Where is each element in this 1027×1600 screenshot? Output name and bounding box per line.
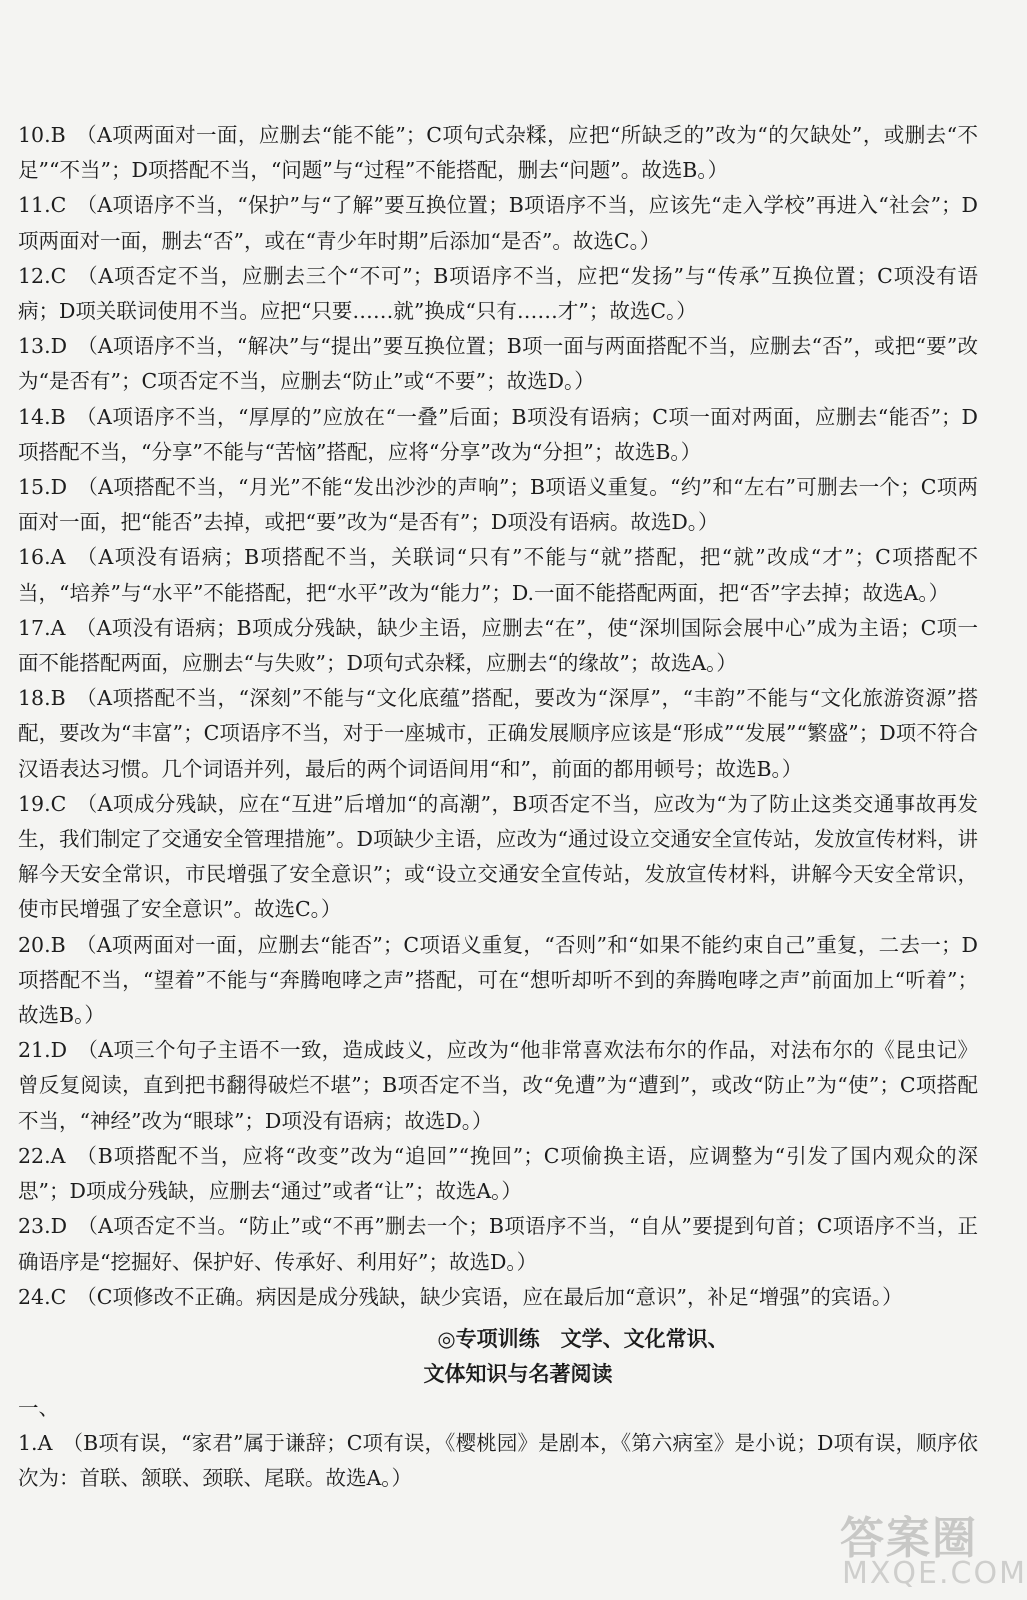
answer-number: 18.B bbox=[18, 686, 66, 711]
answer-item bbox=[18, 928, 978, 1034]
answer-number: 19.C bbox=[18, 791, 67, 816]
answer-explanation: （A项语序不当，“保护”与“了解”要互换位置；B项语序不当，应该先“走入学校”再进入“社会”；D项两面对一面，删去“否”，或在“青少年时期”后添加“是否”。故选C。） bbox=[18, 193, 978, 253]
answer-number: 10.B bbox=[18, 123, 66, 147]
answer-number: 14.B bbox=[18, 404, 66, 429]
watermark-logo bbox=[832, 1502, 1027, 1592]
answer-item bbox=[18, 1139, 978, 1209]
answer-item bbox=[18, 681, 978, 787]
answer-list bbox=[18, 118, 978, 1315]
answer-explanation: （A项搭配不当，“深刻”不能与“文化底蕴”搭配，要改为“深厚”，“丰韵”不能与“文化旅游资源”搭配，要改为“丰富”；C项语序不当，对于一座城市，正确发展顺序应该是“形成”“发展”“繁盛”；D项不符合汉语表达习惯。几个词语并列，最后的两个词语间用“和”，前面的都用顿号；故选B。） bbox=[18, 686, 978, 781]
answer-item bbox=[18, 540, 978, 610]
answer-explanation: （A项语序不当，“厚厚的”应放在“一叠”后面；B项没有语病；C项一面对两面，应删去“能否”；D项搭配不当，“分享”不能与“苦恼”搭配，应将“分享”改为“分担”；故选B。） bbox=[18, 404, 978, 464]
answer-item bbox=[18, 1033, 978, 1139]
answer-explanation: （A项否定不当。“防止”或“不再”删去一个；B项语序不当，“自从”要提到句首；C项语序不当，正确语序是“挖掘好、保护好、传承好、利用好”；故选D。） bbox=[18, 1214, 978, 1274]
answer-number: 11.C bbox=[18, 193, 67, 218]
answer-number: 22.A bbox=[18, 1143, 66, 1168]
answer-explanation: （A项两面对一面，应删去“能不能”；C项句式杂糅，应把“所缺乏的”改为“的欠缺处”，或删去“不足”“不当”；D项搭配不当，“问题”与“过程”不能搭配，删去“问题”。故选B。） bbox=[18, 123, 978, 183]
answer-explanation: （A项没有语病；B项搭配不当，关联词“只有”不能与“就”搭配，把“就”改成“才”；C项搭配不当，“培养”与“水平”不能搭配，把“水平”改为“能力”；D.一面不能搭配两面，把“否”字去掉；故选A。） bbox=[18, 545, 978, 605]
answer-number: 17.A bbox=[18, 615, 66, 640]
answer-number: 20.B bbox=[18, 932, 66, 957]
section-label: 一、 bbox=[18, 1395, 59, 1420]
watermark-text-top: 答案圈 bbox=[840, 1513, 978, 1564]
answer-item bbox=[18, 329, 978, 399]
answer-number: 24.C bbox=[18, 1284, 67, 1309]
answer-page bbox=[18, 118, 978, 1496]
answer-explanation: （B项搭配不当，应将“改变”改为“追回”“挽回”；C项偷换主语，应调整为“引发了国内观众的深思”；D项成分残缺，应删去“通过”或者“让”；故选A。） bbox=[18, 1143, 978, 1204]
answer-explanation: （C项修改不正确。病因是成分残缺，缺少宾语，应在最后加“意识”，补足“增强”的宾语。） bbox=[76, 1284, 903, 1309]
section-heading-line1: ◎专项训练 文学、文化常识、 bbox=[437, 1325, 729, 1351]
answer-explanation: （A项搭配不当，“月光”不能“发出沙沙的声响”；B项语义重复。“约”和“左右”可删去一个；C项两面对一面，把“能否”去掉，或把“要”改为“是否有”；D项没有语病。故选D。） bbox=[18, 475, 978, 535]
answer-number: 12.C bbox=[18, 263, 67, 288]
answer-item bbox=[18, 400, 978, 470]
answer-item bbox=[18, 259, 978, 329]
answer-number: 1.A bbox=[18, 1430, 53, 1455]
answer-item bbox=[18, 787, 978, 928]
answer-number: 13.D bbox=[18, 334, 68, 359]
answer-item-final bbox=[18, 1426, 978, 1496]
answer-number: 16.A bbox=[18, 545, 66, 570]
answer-number: 21.D bbox=[18, 1038, 68, 1063]
section-heading bbox=[18, 1321, 978, 1391]
answer-explanation: （A项三个句子主语不一致，造成歧义，应改为“他非常喜欢法布尔的作品，对法布尔的《昆虫记》曾反复阅读，直到把书翻得破烂不堪”；B项否定不当，改“免遭”为“遭到”，或改“防止”为“使”；C项搭配不当，“神经”改为“眼球”；D项没有语病；故选D。） bbox=[18, 1038, 978, 1133]
answer-explanation: （A项没有语病；B项成分残缺，缺少主语，应删去“在”，使“深圳国际会展中心”成为主语；C项一面不能搭配两面，应删去“与失败”；D项句式杂糅，应删去“的缘故”；故选A。） bbox=[18, 615, 978, 676]
answer-number: 23.D bbox=[18, 1214, 68, 1239]
watermark-text-bottom: MXQE.COM bbox=[842, 1556, 1027, 1591]
answer-item bbox=[18, 118, 978, 188]
answer-explanation: （A项两面对一面，应删去“能否”；C项语义重复，“否则”和“如果不能约束自己”重复，二去一；D项搭配不当，“望着”不能与“奔腾咆哮之声”搭配，可在“想听却听不到的奔腾咆哮之声”前面加上“听着”；故选B。） bbox=[18, 932, 978, 1028]
answer-item bbox=[18, 1280, 978, 1315]
section-heading-line2: 文体知识与名著阅读 bbox=[423, 1360, 613, 1386]
answer-explanation: （A项否定不当，应删去三个“不可”；B项语序不当，应把“发扬”与“传承”互换位置；C项没有语病；D项关联词使用不当。应把“只要……就”换成“只有……才”；故选C。） bbox=[18, 263, 978, 324]
answer-item bbox=[18, 1209, 978, 1279]
answer-explanation: （B项有误，“家君”属于谦辞；C项有误，《樱桃园》是剧本，《第六病室》是小说；D项有误，顺序依次为：首联、颔联、颈联、尾联。故选A。） bbox=[18, 1430, 978, 1491]
answer-item bbox=[18, 611, 978, 681]
answer-item bbox=[18, 470, 978, 540]
answer-explanation: （A项语序不当，“解决”与“提出”要互换位置；B项一面与两面搭配不当，应删去“否”，或把“要”改为“是否有”；C项否定不当，应删去“防止”或“不要”；故选D。） bbox=[18, 334, 978, 394]
answer-item bbox=[18, 188, 978, 258]
answer-number: 15.D bbox=[18, 475, 68, 500]
answer-explanation: （A项成分残缺，应在“互进”后增加“的高潮”，B项否定不当，应改为“为了防止这类交通事故再发生，我们制定了交通安全管理措施”。D项缺少主语，应改为“通过设立交通安全宣传站，发放宣传材料，讲解今天安全常识，市民增强了安全意识”；或“设立交通安全宣传站，发放宣传材料，讲解今天安全常识，使市民增强了安全意识”。故选C。） bbox=[18, 791, 978, 922]
